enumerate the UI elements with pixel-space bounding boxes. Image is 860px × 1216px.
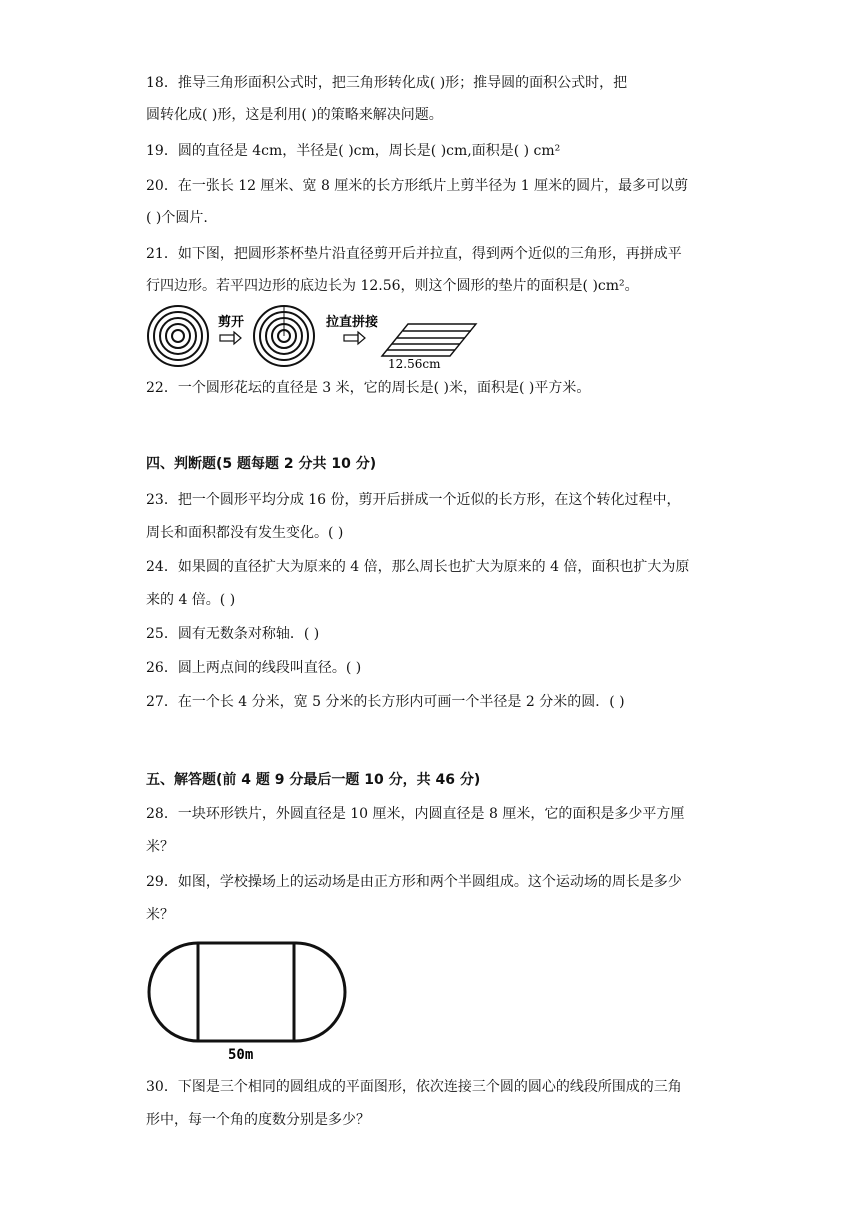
question-30-line-2: 形中，每一个角的度数分别是多少？: [146, 1112, 370, 1128]
question-23-line-1: 23．把一个圆形平均分成 16 份，剪开后拼成一个近似的长方形，在这个转化过程中，: [146, 492, 681, 508]
question-24-line-1: 24．如果圆的直径扩大为原来的 4 倍，那么周长也扩大为原来的 4 倍，面积也扩大为原: [146, 559, 690, 575]
question-30-line-1: 30．下图是三个相同的圆组成的平面图形，依次连接三个圆的圆心的线段所围成的三角: [146, 1079, 682, 1095]
question-23-line-2: 周长和面积都没有发生变化。( ): [146, 525, 344, 541]
arrow-right-icon: [344, 332, 365, 344]
track-figure: [146, 938, 350, 1064]
question-28-line-1: 28．一块环形铁片，外圆直径是 10 厘米，内圆直径是 8 厘米，它的面积是多少平方厘: [146, 806, 685, 822]
section-5-title: 五、解答题(前 4 题 9 分最后一题 10 分，共 46 分): [146, 772, 481, 788]
question-29-line-2: 米？: [146, 907, 174, 923]
parallelogram: [382, 324, 476, 356]
question-18-line-1: 18．推导三角形面积公式时，把三角形转化成( )形；推导圆的面积公式时，把: [146, 75, 628, 91]
question-26: 26．圆上两点间的线段叫直径。( ): [146, 660, 362, 676]
section-4-title: 四、判断题(5 题每题 2 分共 10 分): [146, 456, 377, 472]
arrow-right-icon: [220, 332, 241, 344]
question-29-line-1: 29．如图，学校操场上的运动场是由正方形和两个半圆组成。这个运动场的周长是多少: [146, 874, 682, 890]
coaster-circle-1: [148, 306, 208, 366]
track-outline: [149, 943, 345, 1041]
base-label: 12.56cm: [388, 357, 441, 370]
dimension-label: 50m: [228, 1047, 254, 1063]
coaster-figure: [146, 304, 486, 370]
straighten-label: 拉直拼接: [326, 315, 379, 330]
coaster-circle-2: [254, 306, 314, 366]
question-19: 19．圆的直径是 4cm，半径是( )cm，周长是( )cm,面积是( ) cm²: [146, 143, 561, 159]
question-21-line-2: 行四边形。若平四边形的底边长为 12.56，则这个圆形的垫片的面积是( )cm²。: [146, 278, 639, 294]
question-20-line-1: 20．在一张长 12 厘米、宽 8 厘米的长方形纸片上剪半径为 1 厘米的圆片，最多可以剪: [146, 178, 689, 194]
question-25: 25．圆有无数条对称轴．( ): [146, 626, 320, 642]
question-27: 27．在一个长 4 分米，宽 5 分米的长方形内可画一个半径是 2 分米的圆．( ): [146, 694, 625, 710]
question-20-line-2: ( )个圆片.: [146, 210, 208, 226]
cut-label: 剪开: [218, 315, 245, 330]
question-28-line-2: 米？: [146, 839, 174, 855]
question-24-line-2: 来的 4 倍。( ): [146, 592, 236, 608]
question-22: 22．一个圆形花坛的直径是 3 米，它的周长是( )米，面积是( )平方米。: [146, 380, 591, 396]
question-21-line-1: 21．如下图，把圆形茶杯垫片沿直径剪开后并拉直，得到两个近似的三角形，再拼成平: [146, 246, 682, 262]
question-18-line-2: 圆转化成( )形，这是利用( )的策略来解决问题。: [146, 107, 443, 123]
